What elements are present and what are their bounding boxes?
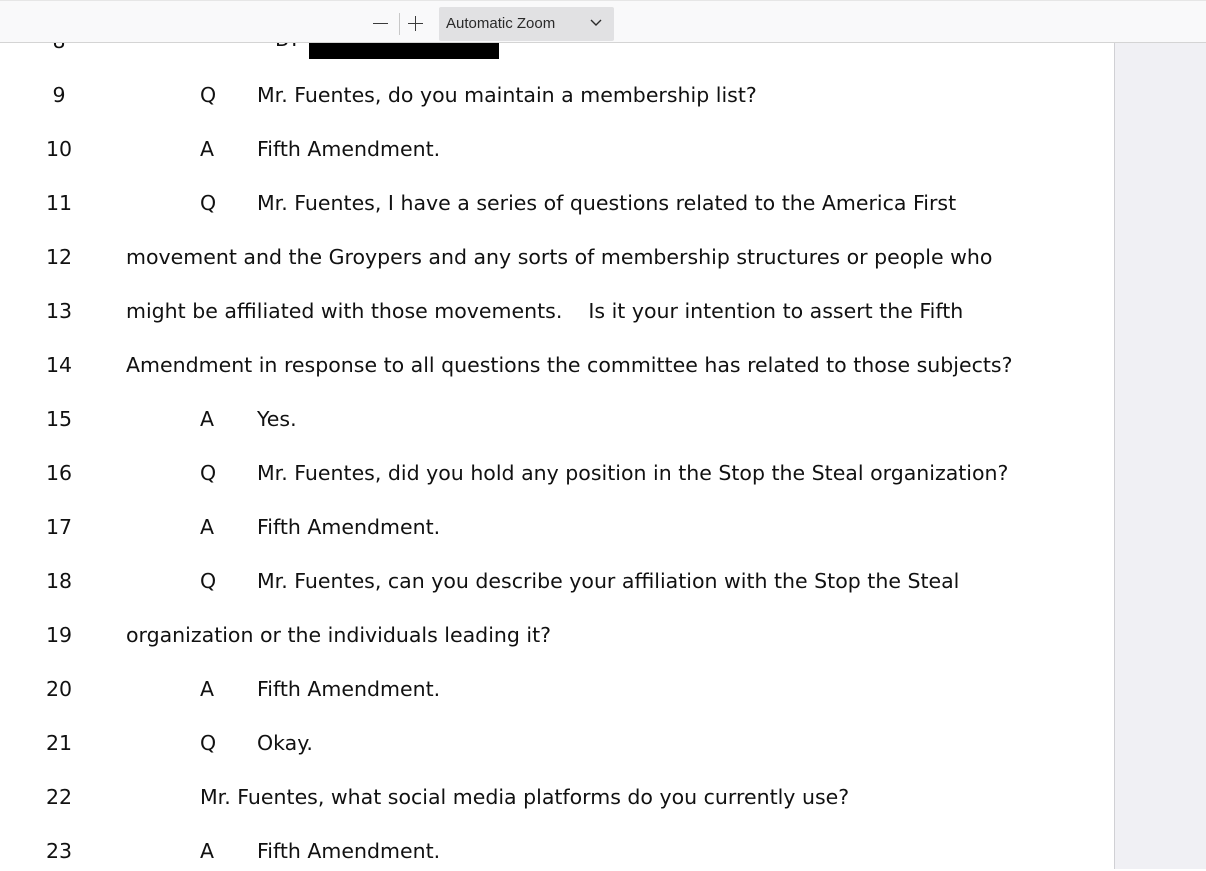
pdf-toolbar: [0, 0, 1206, 43]
transcript-line: [0, 245, 1115, 277]
line-text: Fifth Amendment.: [257, 839, 441, 863]
line-text: Mr. Fuentes, what social media platforms do you currently use?: [200, 785, 850, 809]
speaker-label: A: [200, 677, 215, 701]
transcript-line: [0, 407, 1115, 439]
line-number: 17: [45, 515, 73, 539]
transcript-line: [0, 515, 1115, 547]
speaker-label: A: [200, 137, 215, 161]
line-text-part: might be affiliated with those movements.: [126, 299, 563, 323]
line-text: Fifth Amendment.: [257, 515, 441, 539]
line-number: 18: [45, 569, 73, 593]
zoom-in-button[interactable]: [403, 10, 427, 36]
line-number: 11: [45, 191, 73, 215]
line-text: Fifth Amendment.: [257, 137, 441, 161]
transcript-line: [0, 839, 1115, 871]
line-number: 14: [45, 353, 73, 377]
speaker-label: Q: [200, 731, 217, 755]
line-number: 20: [45, 677, 73, 701]
speaker-label: A: [200, 515, 215, 539]
transcript-line: [0, 83, 1115, 115]
redaction-bar: [309, 43, 499, 59]
line-number: 22: [45, 785, 73, 809]
zoom-select-value: Automatic Zoom: [446, 15, 556, 32]
transcript-line: [0, 785, 1115, 817]
line-text: Yes.: [257, 407, 297, 431]
chevron-down-icon: [589, 16, 603, 30]
line-text: movement and the Groypers and any sorts of membership structures or people who: [126, 245, 993, 269]
transcript-line: [0, 569, 1115, 601]
speaker-label: Q: [200, 191, 217, 215]
line-text-part: Is it your intention to assert the Fifth: [588, 299, 964, 323]
line-number: 21: [45, 731, 73, 755]
speaker-label: A: [200, 407, 215, 431]
line-number: 16: [45, 461, 73, 485]
line-text: Amendment in response to all questions the committee has related to those subjects?: [126, 353, 1013, 377]
line-text: Fifth Amendment.: [257, 677, 441, 701]
toolbar-separator: [399, 13, 400, 35]
line-number: 23: [45, 839, 73, 863]
document-viewer[interactable]: [0, 43, 1206, 869]
zoom-out-button[interactable]: [369, 10, 393, 36]
line-text: Mr. Fuentes, do you maintain a membership list?: [257, 83, 757, 107]
transcript-line: [0, 623, 1115, 655]
line-number: 9: [52, 83, 66, 107]
pdf-page: [0, 43, 1115, 869]
line-text: Mr. Fuentes, I have a series of questions related to the America First: [257, 191, 957, 215]
transcript-line: [0, 137, 1115, 169]
transcript-line: [0, 191, 1115, 223]
line-text: Mr. Fuentes, did you hold any position in the Stop the Steal organization?: [257, 461, 1009, 485]
line-number: 12: [45, 245, 73, 269]
line-text: [126, 299, 963, 323]
speaker-label: A: [200, 839, 215, 863]
line-text: organization or the individuals leading it?: [126, 623, 552, 647]
transcript-line: [0, 353, 1115, 385]
line-number: 13: [45, 299, 73, 323]
speaker-label: Q: [200, 569, 217, 593]
zoom-select[interactable]: [439, 7, 614, 41]
speaker-label: Q: [200, 461, 217, 485]
line-number: 10: [45, 137, 73, 161]
line-text: Okay.: [257, 731, 313, 755]
transcript-line: [0, 461, 1115, 493]
transcript-line: [0, 299, 1115, 331]
transcript-line: [0, 731, 1115, 763]
line-number: 19: [45, 623, 73, 647]
speaker-label: Q: [200, 83, 217, 107]
line-text: Mr. Fuentes, can you describe your affiliation with the Stop the Steal: [257, 569, 960, 593]
transcript-line: [0, 677, 1115, 709]
line-number: 15: [45, 407, 73, 431]
